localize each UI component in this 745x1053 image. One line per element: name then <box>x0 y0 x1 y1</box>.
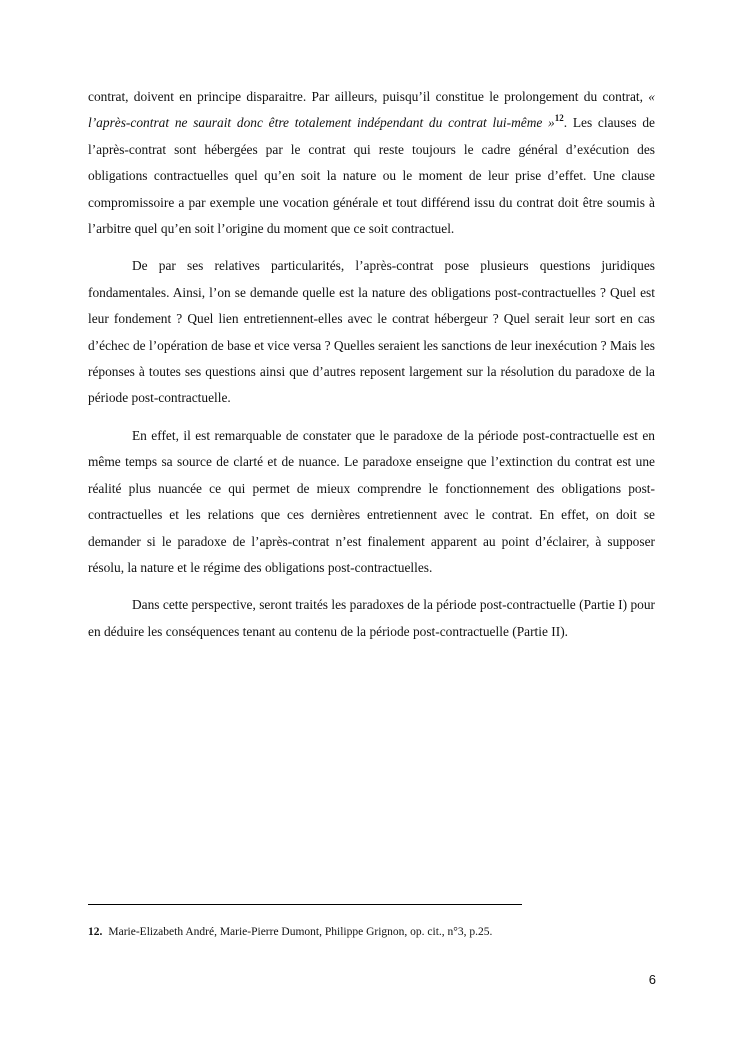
footnote <box>88 925 655 940</box>
footnote-text: Marie-Elizabeth André, Marie-Pierre Dumont, Philippe Grignon, op. cit., n°3, p.25. <box>108 926 493 938</box>
page-body <box>88 84 655 645</box>
footnote-reference: 12 <box>554 113 564 124</box>
paragraph-2: De par ses relatives particularités, l’après-contrat pose plusieurs questions juridiques fondamentales. Ainsi, l’on se demande quelle est la nature des obligations post-contractuelles ? Quel est leur fondement ? Quel lien entretiennent-elles avec le contrat hébergeur ? Quel serait leur sort en cas d’échec de l’opération de base et vice versa ? Quelles seraient les sanctions de leur inexécution ? Mais les réponses à toutes ses questions ainsi que d’autres reposent largement sur la résolution du paradoxe de la période post-contractuelle. <box>88 258 655 406</box>
paragraph-1-text-after: . Les clauses de l’après-contrat sont hébergées par le contrat qui reste toujours le cadre général d’exécution des obligations contractuelles quel qu’en soit la nature ou le moment de leur prise d’effet. Une clause compromissoire a par exemple une vocation générale et tout différend issu du contrat doit être soumis à l’arbitre quel qu’en soit l’origine du moment que ce soit contractuel. <box>88 115 655 237</box>
paragraph-1-text-before: contrat, doivent en principe disparaitre. Par ailleurs, puisqu’il constitue le prolongement du contrat, <box>88 89 649 104</box>
paragraph-3: En effet, il est remarquable de constater que le paradoxe de la période post-contractuelle est en même temps sa source de clarté et de nuance. Le paradoxe enseigne que l’extinction du contrat est une réalité plus nuancée ce qui permet de mieux comprendre le fonctionnement des obligations post-contractuelles et les relations que ces dernières entretiennent avec le contrat. En effet, on doit se demander si le paradoxe de l’après-contrat n’est finalement apparent au point d’éclairer, à supposer résolu, la nature et le régime des obligations post-contractuelles. <box>88 427 655 575</box>
footnote-separator <box>88 904 522 905</box>
footnote-number: 12. <box>88 926 103 938</box>
page-number: 6 <box>648 972 656 987</box>
paragraph-1 <box>88 84 655 242</box>
paragraph-4: Dans cette perspective, seront traités les paradoxes de la période post-contractuelle (Partie I) pour en déduire les conséquences tenant au contenu de la période post-contractuelle (Partie II). <box>88 597 655 639</box>
paragraph-1-quote: « l’après-contrat ne saurait donc être totalement indépendant du contrat lui-même » <box>88 89 655 131</box>
